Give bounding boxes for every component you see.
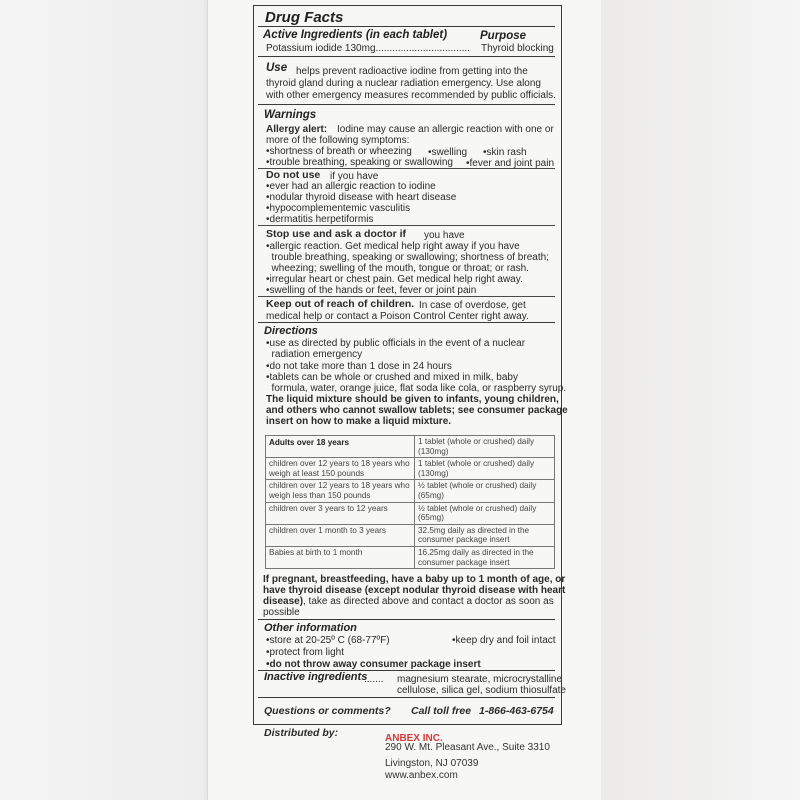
distributed-by-label: Distributed by: <box>264 727 339 739</box>
distributor-address-1: 290 W. Mt. Pleasant Ave., Suite 3310 <box>385 742 550 753</box>
symptom-swelling: •swelling <box>428 147 468 158</box>
stop-use-line: wheezing; swelling of the mouth, tongue or throat; or rash. <box>266 263 529 274</box>
dosage-group: Babies at birth to 1 month <box>266 546 415 568</box>
liquid-mixture-line: insert on how to make a liquid mixture. <box>266 416 452 427</box>
keep-dry: •keep dry and foil intact <box>452 635 556 646</box>
allergy-alert-text: Iodine may cause an allergic reaction with one or <box>337 124 554 135</box>
active-ingredients-heading: Active Ingredients (in each tablet) <box>263 29 448 41</box>
keep-out-text: In case of overdose, get <box>419 300 526 311</box>
directions-divider <box>258 619 555 620</box>
background-left <box>0 0 205 800</box>
dosage-amount: 1 tablet (whole or crushed) daily (130mg) <box>415 458 555 480</box>
dosage-amount: ½ tablet (whole or crushed) daily (65mg) <box>415 480 555 502</box>
call-toll-free: Call toll free <box>411 705 472 717</box>
use-heading: Use <box>266 62 288 74</box>
symptom-trouble-breathing: •trouble breathing, speaking or swallowing <box>266 157 453 168</box>
inactive-ingredients-heading: Inactive ingredients <box>264 671 368 683</box>
dosage-row <box>266 524 555 546</box>
keep-insert: •do not throw away consumer package insert <box>266 659 481 670</box>
dosage-group: children over 1 month to 3 years <box>266 524 415 546</box>
directions-heading: Directions <box>264 325 318 337</box>
stop-use-label: Stop use and ask a doctor if <box>266 228 407 240</box>
drug-facts-title: Drug Facts <box>265 9 344 26</box>
stop-use-line: •irregular heart or chest pain. Get medical help right away. <box>266 274 523 285</box>
pregnant-warning-line: have thyroid disease (except nodular thyroid disease with heart <box>263 585 566 596</box>
pregnant-warning-tail: , take as directed above and contact a doctor as soon as <box>303 596 554 607</box>
dosage-row <box>266 480 555 502</box>
dosage-amount: 1 tablet (whole or crushed) daily (130mg) <box>415 436 555 458</box>
do-not-use-item: •hypocomplementemic vasculitis <box>266 203 411 214</box>
symptom-fever: •fever and joint pain <box>466 158 555 169</box>
store-temperature: •store at 20-25º C (68-77ºF) <box>266 635 390 646</box>
inactive-line-2: cellulose, silica gel, sodium thiosulfate <box>397 685 566 696</box>
purpose-text: Thyroid blocking <box>481 43 554 54</box>
directions-line: •do not take more than 1 dose in 24 hours <box>266 361 452 372</box>
distributor-website: www.anbex.com <box>385 770 458 781</box>
stop-use-line: •allergic reaction. Get medical help right away if you have <box>266 241 520 252</box>
distributor-name: ANBEX INC. <box>385 733 443 744</box>
other-information-heading: Other information <box>264 622 357 634</box>
pregnant-warning-last: possible <box>263 607 300 618</box>
use-line-1: helps prevent radioactive iodine from getting into the <box>296 66 528 77</box>
inactive-line-1: magnesium stearate, microcrystalline <box>397 674 563 685</box>
dosage-amount: ½ tablet (whole or crushed) daily (65mg) <box>415 502 555 524</box>
dosage-group: children over 3 years to 12 years <box>266 502 415 524</box>
pregnant-warning-line: If pregnant, breastfeeding, have a baby up to 1 month of age, or <box>263 574 566 585</box>
dosage-group: children over 12 years to 18 years who weigh at least 150 pounds <box>266 458 415 480</box>
symptom-breath: •shortness of breath or wheezing <box>266 146 412 157</box>
inactive-divider <box>258 697 555 698</box>
directions-line: radiation emergency <box>266 349 363 360</box>
protect-from-light: •protect from light <box>266 647 344 658</box>
liquid-mixture-line: and others who cannot swallow tablets; see consumer package <box>266 405 568 416</box>
stop-use-text: you have <box>424 230 465 241</box>
active-ingredient: Potassium iodide 130mg.................................. <box>266 43 470 54</box>
warnings-divider <box>258 322 555 323</box>
do-not-use-item: •dermatitis herpetiformis <box>266 214 374 225</box>
title-divider <box>258 26 555 27</box>
liquid-mixture-line: The liquid mixture should be given to infants, young children, <box>266 394 559 405</box>
questions-label: Questions or comments? <box>264 705 391 717</box>
use-line-2: thyroid gland during a nuclear radiation emergency. Use along <box>266 78 541 89</box>
dosage-amount: 16.25mg daily as directed in the consumer package insert <box>415 546 555 568</box>
background-right <box>600 0 800 800</box>
use-line-3: with other emergency measures recommended by public officials. <box>266 90 556 101</box>
distributor-address-2: Livingston, NJ 07039 <box>385 758 479 769</box>
allergy-alert-line-2: more of the following symptoms: <box>266 135 410 146</box>
dosage-row <box>266 546 555 568</box>
dosage-amount: 32.5mg daily as directed in the consumer package insert <box>415 524 555 546</box>
dosage-row <box>266 502 555 524</box>
dosage-table <box>265 435 555 569</box>
do-not-use-divider <box>258 225 555 226</box>
dosage-row <box>266 436 555 458</box>
keep-out-label: Keep out of reach of children. <box>266 298 415 310</box>
active-divider <box>258 56 555 57</box>
allergy-alert-label: Allergy alert: <box>266 124 328 135</box>
use-divider <box>258 104 555 105</box>
inactive-dots: ....... <box>364 674 384 685</box>
directions-line: •use as directed by public officials in the event of a nuclear <box>266 338 526 349</box>
directions-line: formula, water, orange juice, flat soda like cola, or raspberry syrup. <box>266 383 567 394</box>
do-not-use-item: •nodular thyroid disease with heart disease <box>266 192 457 203</box>
stop-use-line: •swelling of the hands or feet, fever or joint pain <box>266 285 477 296</box>
symptom-skin-rash: •skin rash <box>483 147 527 158</box>
keep-out-line-2: medical help or contact a Poison Control Center right away. <box>266 311 529 322</box>
purpose-heading: Purpose <box>480 30 527 42</box>
do-not-use-item: •ever had an allergic reaction to iodine <box>266 181 436 192</box>
do-not-use-label: Do not use <box>266 169 321 181</box>
stop-use-line: trouble breathing, speaking or swallowing; shortness of breath; <box>266 252 549 263</box>
do-not-use-text: if you have <box>330 171 379 182</box>
dosage-row <box>266 458 555 480</box>
warnings-heading: Warnings <box>264 109 317 121</box>
stop-use-divider <box>258 296 555 297</box>
dosage-group: children over 12 years to 18 years who weigh less than 150 pounds <box>266 480 415 502</box>
directions-line: •tablets can be whole or crushed and mixed in milk, baby <box>266 372 518 383</box>
phone-number: 1-866-463-6754 <box>479 705 554 717</box>
dosage-group: Adults over 18 years <box>266 436 415 458</box>
pregnant-warning-line: disease) <box>263 596 304 607</box>
